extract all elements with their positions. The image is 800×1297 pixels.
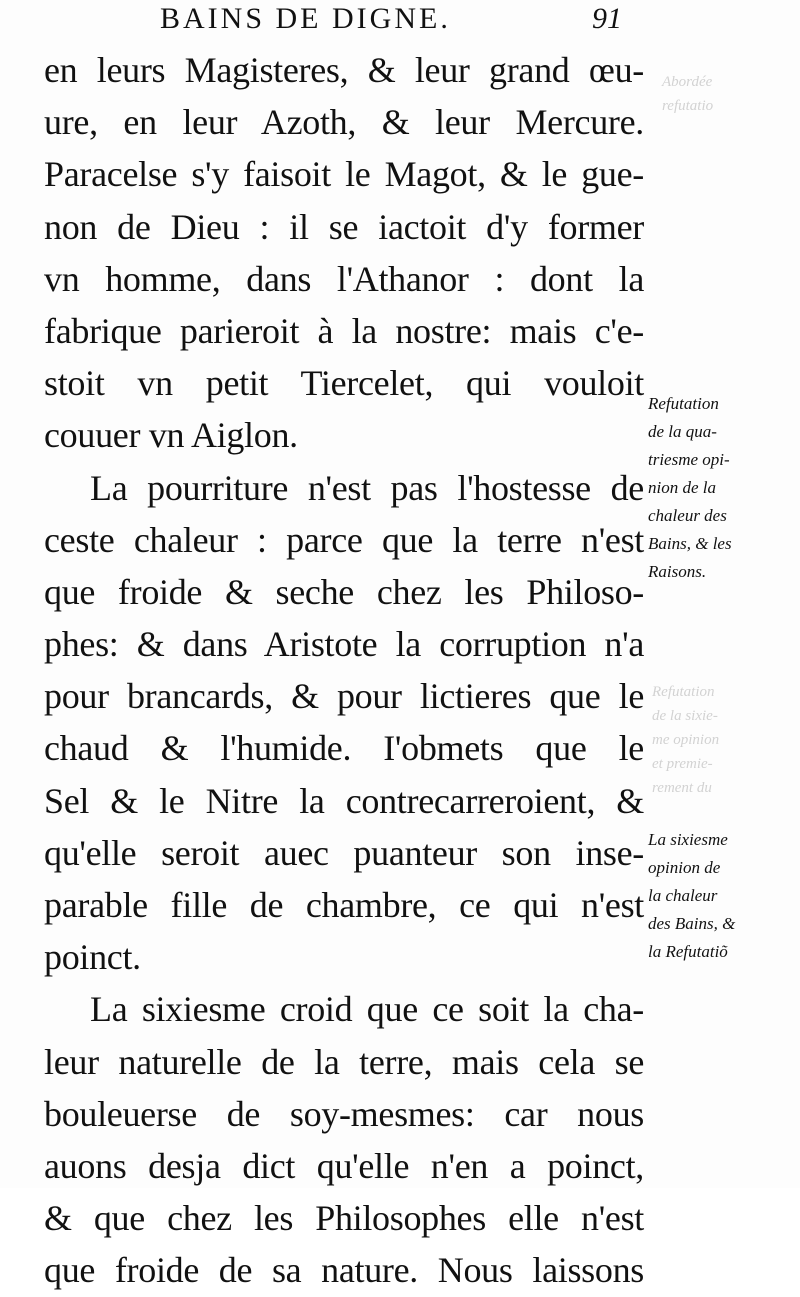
- text-line: stoit vn petit Tiercelet, qui vouloit: [44, 363, 644, 404]
- margin-note-line: chaleur des: [648, 506, 727, 525]
- margin-note-line: Bains, & les: [648, 534, 732, 553]
- running-title: BAINS DE DIGNE.: [160, 2, 451, 35]
- margin-note-line: la chaleur: [648, 886, 718, 905]
- show-through-middle: [652, 680, 719, 800]
- show-through-line: refutatio: [662, 98, 714, 114]
- text-line: auons desja dict qu'elle n'en a poinct,: [44, 1145, 644, 1186]
- main-text-block: [44, 44, 644, 1297]
- margin-note-line: la Refutatiõ: [648, 942, 728, 961]
- show-through-line: Refutation: [652, 684, 715, 700]
- text-line: que froide & seche chez les Philoso-: [44, 571, 644, 612]
- text-line: chaud & l'humide. I'obmets que le: [44, 728, 644, 769]
- text-line: parable fille de chambre, ce qui n'est: [44, 885, 644, 925]
- text-line: ceste chaleur : parce que la terre n'est: [44, 519, 644, 560]
- show-through-line: et premie-: [652, 756, 713, 772]
- text-line: bouleuerse de soy-mesmes: car nous: [44, 1093, 644, 1134]
- text-line: non de Dieu : il se iactoit d'y former: [44, 206, 644, 247]
- margin-note-line: Refutation: [648, 394, 719, 413]
- show-through-line: me opinion: [652, 732, 720, 748]
- text-line: Sel & le Nitre la contrecarreroient, &: [44, 780, 644, 821]
- paragraph-start-line: La pourriture n'est pas l'hostesse de: [90, 467, 644, 508]
- margin-note-refutation: [648, 390, 798, 586]
- show-through-line: de la sixie-: [652, 708, 718, 724]
- margin-note-line: de la qua-: [648, 422, 717, 441]
- margin-note-line: opinion de: [648, 858, 721, 877]
- margin-note-sixth-opinion: [648, 826, 798, 966]
- show-through-line: rement du: [652, 780, 712, 796]
- margin-note-line: La sixiesme: [648, 830, 728, 849]
- show-through-top: [662, 70, 713, 118]
- text-line: en leurs Magisteres, & leur grand œu-: [44, 50, 644, 90]
- text-line: leur naturelle de la terre, mais cela se: [44, 1041, 644, 1082]
- text-line: & que chez les Philosophes elle n'est: [44, 1198, 644, 1239]
- text-line: phes: & dans Aristote la corruption n'a: [44, 624, 644, 665]
- show-through-line: Abordée: [662, 74, 713, 90]
- text-line: poinct.: [44, 937, 141, 978]
- margin-note-line: nion de la: [648, 478, 716, 497]
- text-line: que froide de sa nature. Nous laissons: [44, 1250, 644, 1291]
- text-line: pour brancards, & pour lictieres que le: [44, 676, 644, 717]
- margin-note-line: Raisons.: [648, 562, 707, 581]
- text-line: Paracelse s'y faisoit le Magot, & le gue-: [44, 154, 644, 195]
- text-line: ure, en leur Azoth, & leur Mercure.: [44, 102, 644, 143]
- paragraph-start-line: La sixiesme croid que ce soit la cha-: [90, 989, 644, 1030]
- margin-note-line: triesme opi-: [648, 450, 730, 469]
- text-line: vn homme, dans l'Athanor : dont la: [44, 258, 644, 299]
- page-number: 91: [592, 2, 622, 35]
- text-line: qu'elle seroit auec puanteur son inse-: [44, 832, 644, 873]
- margin-note-line: des Bains, &: [648, 914, 736, 933]
- text-line: couuer vn Aiglon.: [44, 415, 298, 456]
- text-line: fabrique parieroit à la nostre: mais c'e-: [44, 310, 644, 351]
